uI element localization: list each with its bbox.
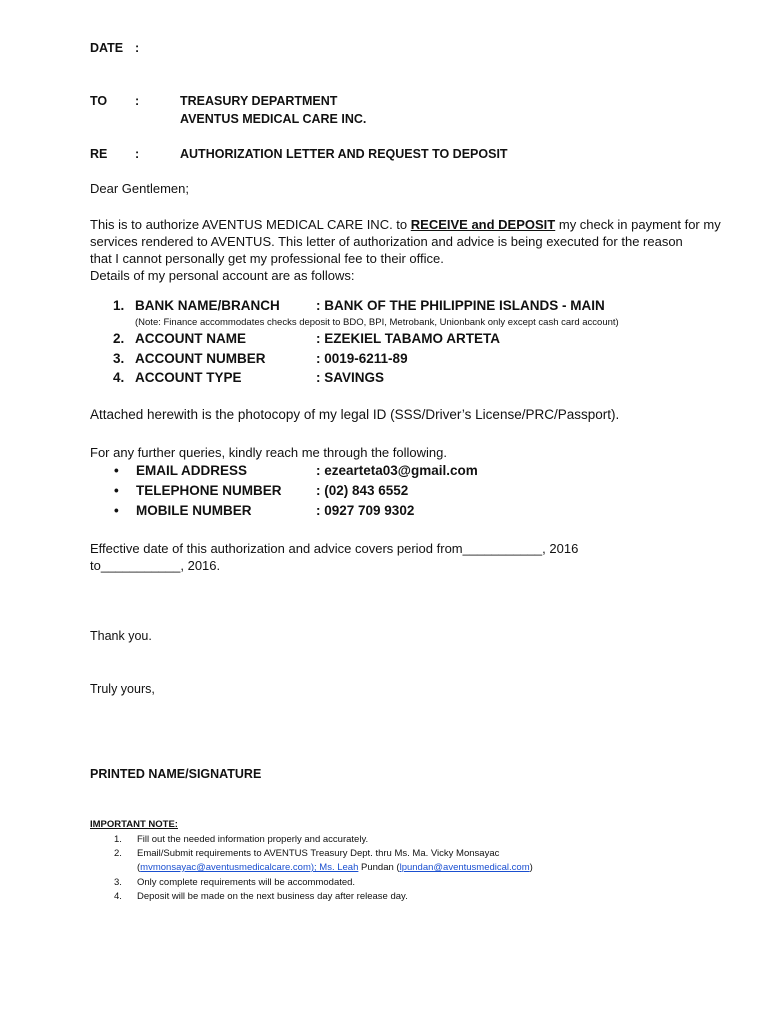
authorization-paragraph-line3: that I cannot personally get my professional fee to their office. [90, 251, 444, 266]
note-number: 2. [114, 848, 122, 859]
contact-value: : ezearteta03@gmail.com [316, 463, 478, 478]
account-item-number: 4. [113, 370, 125, 385]
queries-intro: For any further queries, kindly reach me through the following. [90, 445, 447, 460]
signature-label: PRINTED NAME/SIGNATURE [90, 767, 262, 781]
para1-emphasis: RECEIVE and DEPOSIT [410, 217, 556, 232]
paren-open: ( [137, 862, 141, 873]
bullet-icon: • [114, 503, 119, 518]
recipient-department: TREASURY DEPARTMENT [180, 94, 338, 108]
account-details-intro: Details of my personal account are as follows: [90, 268, 355, 283]
note-number: 4. [114, 891, 122, 902]
para1-pre: This is to authorize AVENTUS MEDICAL CARE INC. to [90, 217, 411, 232]
contact-label: EMAIL ADDRESS [136, 463, 248, 478]
contact-label: TELEPHONE NUMBER [136, 483, 282, 498]
note-number: 1. [114, 834, 122, 845]
recipient-company: AVENTUS MEDICAL CARE INC. [180, 112, 367, 126]
account-item-label: ACCOUNT TYPE [135, 370, 242, 385]
account-item-number: 2. [113, 331, 125, 346]
contact-label: MOBILE NUMBER [136, 503, 252, 518]
authorization-paragraph-line2: services rendered to AVENTUS. This letter of authorization and advice is being executed for the reason [90, 234, 683, 249]
contact-value: : 0927 709 9302 [316, 503, 415, 518]
para1-post: my check in payment for my [555, 217, 721, 232]
note-number: 3. [114, 877, 122, 888]
account-item-label: ACCOUNT NAME [135, 331, 246, 346]
account-item-value: : BANK OF THE PHILIPPINE ISLANDS - MAIN [316, 298, 605, 313]
authorization-paragraph-line1 [90, 216, 721, 233]
account-item-value: : SAVINGS [316, 370, 385, 385]
pundan-label: Pundan ( [358, 862, 400, 873]
account-item-value: : EZEKIEL TABAMO ARTETA [316, 331, 500, 346]
attached-id-statement: Attached herewith is the photocopy of my legal ID (SSS/Driver’s License/PRC/Passport). [90, 407, 620, 422]
bullet-icon: • [114, 463, 119, 478]
subject-line: AUTHORIZATION LETTER AND REQUEST TO DEPOSIT [180, 147, 508, 161]
note-item-2-contacts [137, 862, 533, 873]
bullet-icon: • [114, 483, 119, 498]
thank-you: Thank you. [90, 629, 152, 643]
monsayac-email-link[interactable]: mvmonsayac@aventusmedicalcare.com); Ms. Leah [140, 862, 359, 873]
account-item-label: ACCOUNT NUMBER [135, 351, 266, 366]
date-colon: : [135, 41, 140, 55]
re-label: RE [90, 147, 108, 161]
contact-value: : (02) 843 6552 [316, 483, 409, 498]
re-colon: : [135, 147, 140, 161]
important-note-title: IMPORTANT NOTE: [90, 819, 178, 830]
paren-close: ) [529, 862, 533, 873]
account-item-value: : 0019-6211-89 [316, 351, 408, 366]
note-item-3: Only complete requirements will be accommodated. [137, 877, 356, 888]
account-item-number: 3. [113, 351, 125, 366]
date-label: DATE [90, 41, 124, 55]
to-colon: : [135, 94, 140, 108]
note-item-1: Fill out the needed information properly and accurately. [137, 834, 369, 845]
account-item-label: BANK NAME/BRANCH [135, 298, 280, 313]
account-item-number: 1. [113, 298, 125, 313]
effective-period-line1: Effective date of this authorization and advice covers period from___________, 2016 [90, 541, 579, 556]
pundan-email-link[interactable]: lpundan@aventusmedical.com [399, 862, 530, 873]
effective-period-line2: to___________, 2016. [90, 558, 221, 573]
to-label: TO [90, 94, 108, 108]
closing: Truly yours, [90, 682, 155, 696]
salutation: Dear Gentlemen; [90, 181, 189, 196]
note-item-4: Deposit will be made on the next business day after release day. [137, 891, 408, 902]
finance-note: (Note: Finance accommodates checks deposit to BDO, BPI, Metrobank, Unionbank only except cash card account) [135, 317, 619, 328]
note-item-2: Email/Submit requirements to AVENTUS Treasury Dept. thru Ms. Ma. Vicky Monsayac [137, 848, 500, 859]
